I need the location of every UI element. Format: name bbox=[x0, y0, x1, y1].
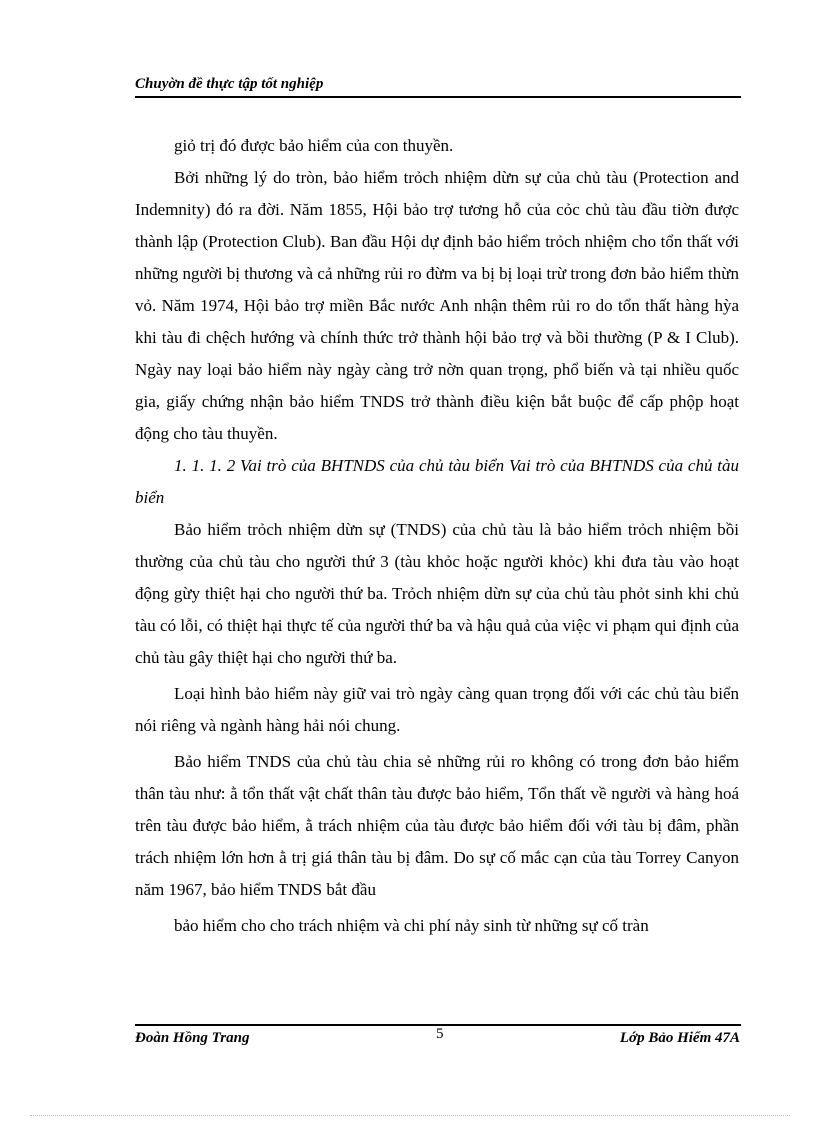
paragraph-role: Loại hình bảo hiểm này giữ vai trò ngày càng quan trọng đối với các chủ tàu biển nói riêng và ngành hàng hải nói chung. bbox=[135, 684, 739, 735]
document-body bbox=[135, 130, 739, 942]
paragraph-definition: Bảo hiểm trỏch nhiệm dừn sự (TNDS) của chủ tàu là bảo hiểm trỏch nhiệm bồi thường của chủ tàu cho người thứ 3 (tàu khỏc hoặc người khỏc) khi đưa tàu vào hoạt động gừy thiệt hại cho người thứ ba. Trỏch nhiệm dừn sự của chủ tàu phỏt sinh khi chủ tàu có lỗi, có thiệt hại thực tế của người thứ ba và hậu quả của việc vi phạm qui định của chủ tàu gây thiệt hại cho người thứ ba. bbox=[135, 520, 739, 667]
page-number: 5 bbox=[436, 1026, 444, 1042]
footer-author: Đoàn Hồng Trang bbox=[135, 1030, 250, 1046]
section-heading: 1. 1. 1. 2 Vai trò của BHTNDS của chủ tàu biển Vai trò của BHTNDS của chủ tàu biển bbox=[135, 456, 739, 507]
header-rule bbox=[135, 96, 741, 98]
paragraph-continuation: giỏ trị đó được bảo hiểm của con thuyền. bbox=[174, 136, 454, 155]
paragraph-history: Bởi những lý do tròn, bảo hiểm trỏch nhiệm dừn sự của chủ tàu (Protection and Indemnity) đó ra đời. Năm 1855, Hội bảo trợ tương hỗ của cỏc chủ tàu đầu tiờn được thành lập (Protection Club). Ban đầu Hội dự định bảo hiểm trỏch nhiệm cho tổn thất với những người bị thương và cả những rủi ro đừm va bị bị loại trừ trong đơn bảo hiểm thừn vỏ. Năm 1974, Hội bảo trợ miền Bắc nước Anh nhận thêm rủi ro do tổn thất hàng hỳa khi tàu đi chệch hướng và chính thức trở thành hội bảo trợ và bồi thường (P & I Club). Ngày nay loại bảo hiểm này ngày càng trở nờn quan trọng, phổ biến và tại nhiều quốc gia, giấy chứng nhận bảo hiểm TNDS trở thành điều kiện bắt buộc để cấp phộp hoạt động cho tàu thuyền. bbox=[135, 168, 739, 443]
footer-class: Lớp Bảo Hiểm 47A bbox=[619, 1030, 740, 1046]
paragraph-oil-spill: bảo hiểm cho cho trách nhiệm và chi phí nảy sinh từ những sự cố tràn bbox=[174, 916, 649, 935]
page-edge-dotted-line bbox=[30, 1115, 790, 1117]
header-title: Chuyờn đề thực tập tốt nghiệp bbox=[135, 76, 324, 92]
paragraph-coverage: Bảo hiểm TNDS của chủ tàu chia sẻ những rủi ro không có trong đơn bảo hiểm thân tàu như: ằ tổn thất vật chất thân tàu được bảo hiểm, Tổn thất về người và hàng hoá trên tàu được bảo hiểm, ằ trách nhiệm của tàu được bảo hiểm đối với tàu bị đâm, phần trách nhiệm lớn hơn ằ trị giá thân tàu bị đâm. Do sự cố mắc cạn của tàu Torrey Canyon năm 1967, bảo hiểm TNDS bắt đầu bbox=[135, 752, 739, 899]
